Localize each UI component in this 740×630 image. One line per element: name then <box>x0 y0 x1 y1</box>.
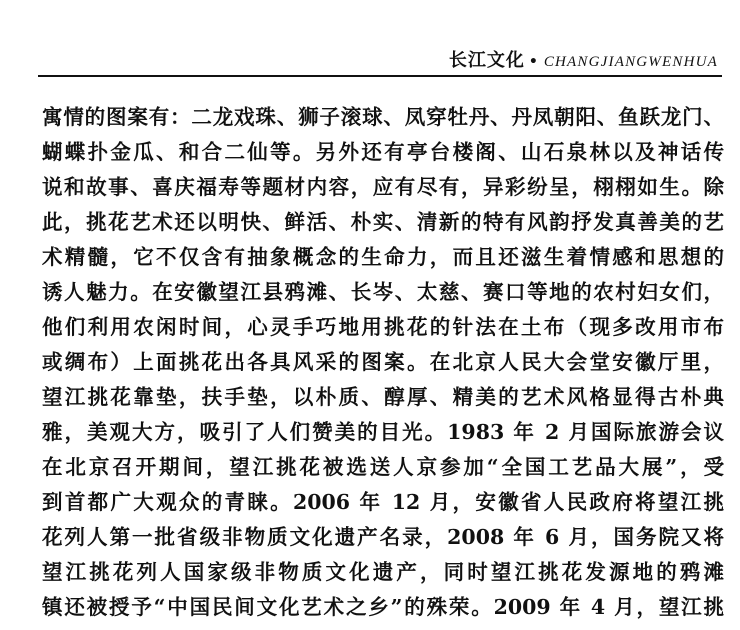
text-line: 蝴蝶扑金瓜、和合二仙等。另外还有亭台楼阁、山石泉林以及神话传 <box>42 140 724 164</box>
text-line: 他们利用农闲时间，心灵手巧地用挑花的针法在土布（现多改用市布 <box>42 315 724 339</box>
body-text <box>42 100 724 625</box>
text-line: 说和故事、喜庆福寿等题材内容，应有尽有，异彩纷呈，栩栩如生。除 <box>42 175 724 199</box>
text-line: 诱人魅力。在安徽望江县鸦滩、长岑、太慈、赛口等地的农村妇女们， <box>42 280 724 304</box>
header-rule <box>38 75 722 77</box>
text-line: 到首都广大观众的青睐。2006 年 12 月，安徽省人民政府将望江挑 <box>42 490 724 514</box>
text-line: 寓情的图案有：二龙戏珠、狮子滚球、凤穿牡丹、丹凤朝阳、鱼跃龙门、 <box>42 105 724 129</box>
text-line: 镇还被授予“中国民间文化艺术之乡”的殊荣。2009 年 4 月，望江挑 <box>42 595 724 619</box>
running-header <box>449 46 718 72</box>
text-line: 花列人第一批省级非物质文化遗产名录，2008 年 6 月，国务院又将 <box>42 525 724 549</box>
text-line: 或绸布）上面挑花出各具风采的图案。在北京人民大会堂安徽厅里， <box>42 350 724 374</box>
header-title-pinyin: CHANGJIANGWENHUA <box>543 54 718 70</box>
text-line: 雅，美观大方，吸引了人们赞美的目光。1983 年 2 月国际旅游会议 <box>42 420 724 444</box>
header-separator: • <box>528 54 538 70</box>
header-title-chinese: 长江文化 <box>448 50 525 71</box>
text-line: 术精髓，它不仅含有抽象概念的生命力，而且还滋生着情感和思想的 <box>42 245 724 269</box>
text-line: 望江挑花列人国家级非物质文化遗产，同时望江挑花发源地的鸦滩 <box>42 560 724 584</box>
text-line: 望江挑花靠垫，扶手垫，以朴质、醇厚、精美的艺术风格显得古朴典 <box>42 385 724 409</box>
text-line: 在北京召开期间，望江挑花被选送人京参加“全国工艺品大展”，受 <box>42 455 724 479</box>
text-line: 此，挑花艺术还以明快、鲜活、朴实、清新的特有风韵抒发真善美的艺 <box>42 210 724 234</box>
